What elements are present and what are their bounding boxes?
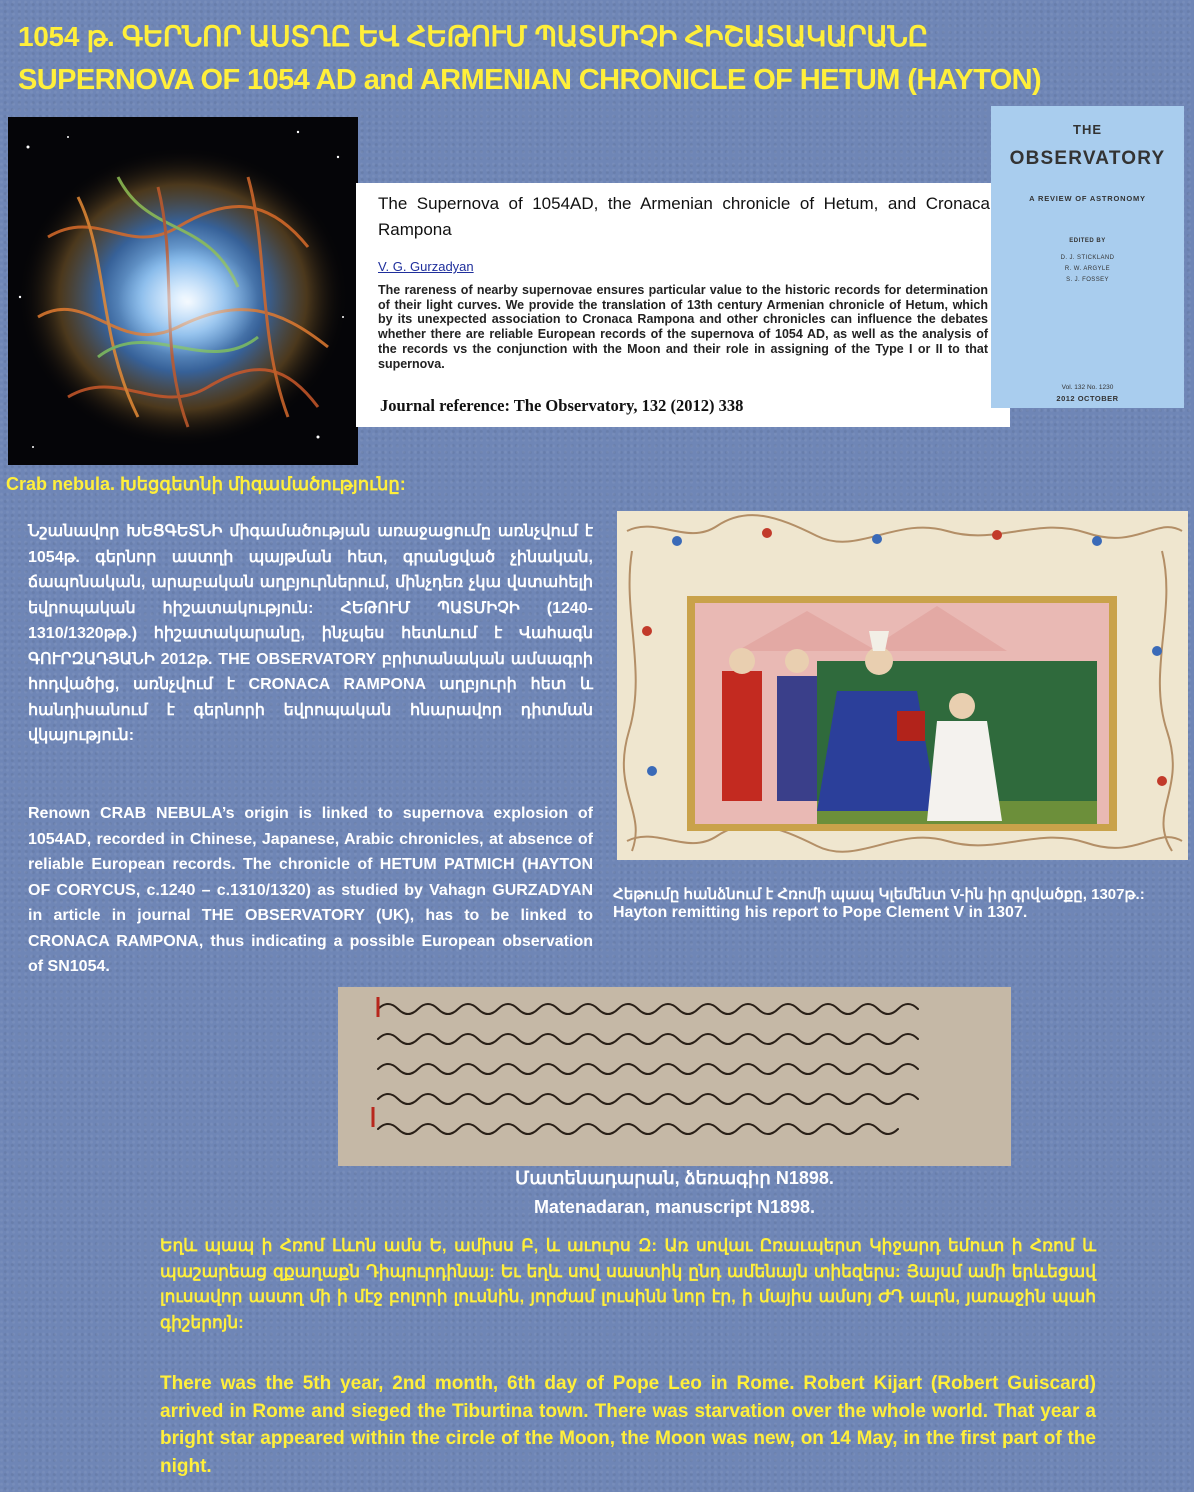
miniature-caption-english: Hayton remitting his report to Pope Clement V in 1307. xyxy=(613,904,1028,921)
cover-volume: Vol. 132 No. 1230 xyxy=(1061,384,1114,391)
manuscript-caption-armenian: Մատենադարան, ձեռագիր N1898. xyxy=(515,1168,834,1188)
cover-date: 2012 OCTOBER xyxy=(1056,394,1119,403)
paper-abstract-card xyxy=(356,183,1010,427)
paper-title: The Supernova of 1054AD, the Armenian chronicle of Hetum, and Cronaca Rampona xyxy=(378,194,990,239)
manuscript-image xyxy=(338,987,1011,1166)
cover-journal-name: OBSERVATORY xyxy=(1009,148,1166,169)
crab-nebula-image xyxy=(8,117,358,465)
page-title-armenian: 1054 թ. ԳԵՐՆՈՐ ԱՍՏՂԸ ԵՎ ՀԵԹՈՒՄ ՊԱՏՄԻՉԻ ՀԻՇԱՏԱԿԱՐԱՆԸ xyxy=(18,21,928,52)
paper-abstract: The rareness of nearby supernovae ensures particular value to the historic records for determination of their light curves. We provide the translation of 13th century Armenian chronicle of Hetum, which by its unexpected association to Cronaca Rampona and other chronicles can influence the debates whether there are reliable European records of the supernova of 1054 AD, as well as the analysis of the records vs the conjunction with the Moon and their role in assigning of the Type I or II to that supernova. xyxy=(378,283,988,371)
miniature-caption-armenian: Հեթումը հանձնում է Հռոմի պապ Կլեմենտ V-ին իր գրվածքը, 1307թ.: xyxy=(613,886,1145,903)
manuscript-caption-english: Matenadaran, manuscript N1898. xyxy=(533,1197,816,1217)
medieval-miniature-image xyxy=(617,511,1188,860)
crab-nebula-caption: Crab nebula. Խեցգետնի միգամածությունը: xyxy=(6,474,406,494)
cover-subtitle: A REVIEW OF ASTRONOMY xyxy=(1029,194,1146,203)
chronicle-quote-english: There was the 5th year, 2nd month, 6th day of Pope Leo in Rome. Robert Kijart (Robert Guiscard) arrived in Rome and sieged the Tiburtina town. There was starvation over the whole world. That year a bright star appeared within the circle of the Moon, the Moon was new, on 14 May, in the first part of the night. xyxy=(160,1373,1096,1477)
page-title-english: SUPERNOVA OF 1054 AD and ARMENIAN CHRONICLE OF HETUM (HAYTON) xyxy=(18,64,1042,96)
chronicle-quote-armenian: Եղև պապ ի Հռոմ Լևոն ամս Ե, ամիսս Բ, և աւուրս Զ: Առ սովաւ Ըռաւպերտ Կիջարդ եմուտ ի Հռոմ և պաշարեաց զքաղաքն Դիպուրդինայ: Եւ եղև սով սաստիկ ընդ ամենայն տիեզերս: Յայսմ ամի երևեցավ լուսավոր աստղ մի ի մէջ բոլորի լուսնին, յորժամ լուսինն նոր էր, ի մայիս ամսոյ ԺԴ աւրն, յառաջին պահ գիշերոյն: xyxy=(160,1236,1096,1332)
english-description: Renown CRAB NEBULA’s origin is linked to supernova explosion of 1054AD, recorded in Chinese, Japanese, Arabic chronicles, at absence of reliable European records. The chronicle of HETUM PATMICH (HAYTON OF CORYCUS, c.1240 – c.1310/1320) as studied by Vahagn GURZADYAN in article in journal THE OBSERVATORY (UK), has to be linked to CRONACA RAMPONA, thus indicating a possible European observation of SN1054. xyxy=(28,805,593,975)
journal-reference: Journal reference: The Observatory, 132 (2012) 338 xyxy=(380,396,744,415)
cover-edited-by: EDITED BY xyxy=(1069,238,1106,244)
cover-editor: R. W. ARGYLE xyxy=(1064,266,1111,272)
cover-the: THE xyxy=(1073,122,1102,137)
cover-editor: D. J. STICKLAND xyxy=(1060,255,1115,261)
paper-author-link[interactable]: V. G. Gurzadyan xyxy=(378,259,474,274)
armenian-description: Նշանավոր ԽԵՑԳԵՏՆԻ միգամածության առաջացումը առնչվում է 1054թ. գերնոր աստղի պայթման հետ, գրանցված չինական, ճապոնական, արաբական աղբյուրներում, մինչդեռ չկա վստահելի եվրոպական հիշատակություն: ՀԵԹՈՒՄ ՊԱՏՄԻՉԻ (1240-1310/1320թթ.) հիշատակարանը, ինչպես հետևում է Վահագն ԳՈՒՐԶԱԴՅԱՆԻ 2012թ. THE OBSERVATORY բրիտանական ամսագրի հոդվածից, առնչվում է CRONACA RAMPONA աղբյուրի հետ և հանդիսանում է գերնորի եվրոպական հնարավոր դիտման վկայություն: xyxy=(28,523,593,744)
observatory-journal-cover xyxy=(991,106,1184,408)
cover-editor: S. J. FOSSEY xyxy=(1066,277,1109,283)
